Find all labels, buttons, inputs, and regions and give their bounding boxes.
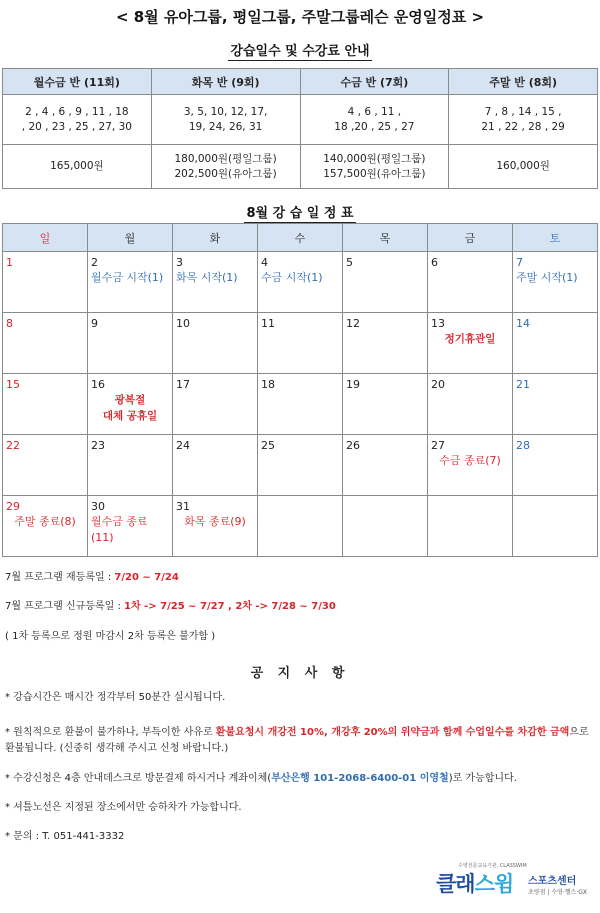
reregistration-date: 7월 프로그램 재등록일 : 7/20 ~ 7/24 — [5, 572, 179, 583]
fee-days-mwf: 2 , 4 , 6 , 9 , 11 , 18 , 20 , 23 , 25 , 27, 30 — [3, 95, 152, 145]
calendar-cell: 26 — [343, 435, 428, 496]
calendar-cell: 3 화목 시작(1) — [173, 252, 258, 313]
calendar-cell: 22 — [3, 435, 88, 496]
calendar-cell: 25 — [258, 435, 343, 496]
calendar-event: 월수금 시작(1) — [91, 271, 164, 284]
calendar-cell: 17 — [173, 374, 258, 435]
fee-header-tt: 화목 반 (9회) — [151, 69, 300, 95]
notice-item: * 강습시간은 매시간 정각부터 50분간 실시됩니다. — [5, 692, 226, 703]
notice-title: 공 지 사 항 — [250, 666, 350, 681]
calendar-cell: 21 — [513, 374, 598, 435]
calendar-cell: 12 — [343, 313, 428, 374]
fee-price-tt: 180,000원(평일그룹) 202,500원(유아그룹) — [151, 145, 300, 189]
fee-table — [2, 68, 598, 189]
page-title: < 8월 유아그룹, 평일그룹, 주말그룹레슨 운영일정표 > — [115, 8, 485, 26]
calendar-event: 월수금 종료(11) — [91, 515, 148, 544]
calendar-cell: 11 — [258, 313, 343, 374]
weekday-header: 토 — [513, 224, 598, 252]
fee-price-weekend: 160,000원 — [449, 145, 598, 189]
calendar-event: 주말 시작(1) — [516, 271, 578, 284]
notice-item-contact: * 문의 : T. 051-441-3332 — [5, 831, 125, 842]
calendar-cell: 19 — [343, 374, 428, 435]
calendar-cell: 16 광복절 대체 공휴일 — [88, 374, 173, 435]
new-registration-date: 7월 프로그램 신규등록일 : 1차 -> 7/25 ~ 7/27 , 2차 -> 7/28 ~ 7/30 — [5, 601, 336, 612]
calendar-cell: 7 주말 시작(1) — [513, 252, 598, 313]
notice-item-payment: * 수강신청은 4층 안내데스크로 방문결제 하시거나 계좌이체(부산은행 101-2068-6400-01 이영철)로 가능합니다. — [5, 773, 517, 784]
fee-price-mwf: 165,000원 — [3, 145, 152, 189]
calendar-event: 대체 공휴일 — [102, 410, 158, 422]
calendar-event: 수금 시작(1) — [261, 271, 323, 284]
notice-item-refund: * 원칙적으로 환불이 불가하나, 부득이한 사유로 환불요청시 개강전 10%, 개강후 20%의 위약금과 함께 수업일수를 차감한 금액으로 환불됩니다. (신중히 생각해 주시고 신청 바랍니다.) — [5, 727, 589, 754]
weekday-header: 월 — [88, 224, 173, 252]
notice-item: * 셔틀노선은 지정된 장소에서만 승하차가 가능합니다. — [5, 802, 242, 813]
calendar-cell: 13 정기휴관일 — [428, 313, 513, 374]
calendar-cell: 29 주말 종료(8) — [3, 496, 88, 557]
calendar-event: 광복절 — [114, 394, 146, 406]
calendar-cell: 23 — [88, 435, 173, 496]
weekday-header: 일 — [3, 224, 88, 252]
calendar-cell: 5 — [343, 252, 428, 313]
fee-header-wf: 수금 반 (7회) — [300, 69, 449, 95]
calendar-title: 8월 강 습 일 정 표 — [246, 206, 354, 221]
calendar-cell — [258, 496, 343, 557]
calendar-cell: 9 — [88, 313, 173, 374]
calendar-cell: 27 수금 종료(7) — [428, 435, 513, 496]
calendar-event: 화목 종료(9) — [184, 515, 246, 528]
calendar-cell: 15 — [3, 374, 88, 435]
fee-price-wf: 140,000원(평일그룹) 157,500원(유아그룹) — [300, 145, 449, 189]
fee-header-weekend: 주말 반 (8회) — [449, 69, 598, 95]
fee-header-mwf: 월수금 반 (11회) — [3, 69, 152, 95]
weekday-header: 수 — [258, 224, 343, 252]
calendar-cell: 8 — [3, 313, 88, 374]
calendar-cell — [343, 496, 428, 557]
fee-section-title: 강습일수 및 수강료 안내 — [230, 44, 370, 59]
calendar-cell: 24 — [173, 435, 258, 496]
calendar-cell — [428, 496, 513, 557]
calendar-table — [2, 223, 598, 557]
calendar-cell: 30 월수금 종료(11) — [88, 496, 173, 557]
calendar-cell: 20 — [428, 374, 513, 435]
registration-note: ( 1차 등록으로 정원 마감시 2차 등록은 불가함 ) — [5, 631, 216, 642]
weekday-header: 화 — [173, 224, 258, 252]
calendar-cell — [513, 496, 598, 557]
fee-days-tt: 3, 5, 10, 12, 17, 19, 24, 26, 31 — [151, 95, 300, 145]
fee-days-weekend: 7 , 8 , 14 , 15 , 21 , 22 , 28 , 29 — [449, 95, 598, 145]
calendar-cell: 10 — [173, 313, 258, 374]
calendar-event: 화목 시작(1) — [176, 271, 238, 284]
calendar-cell: 14 — [513, 313, 598, 374]
calendar-event: 주말 종료(8) — [14, 515, 76, 528]
weekday-header: 목 — [343, 224, 428, 252]
classwim-logo: 수영전문교육기관, CLASSWIM 클래스윔 스포츠센터 초량점 | 수영·헬스·GX — [436, 863, 587, 896]
calendar-cell: 1 — [3, 252, 88, 313]
calendar-event: 수금 종료(7) — [439, 454, 501, 467]
calendar-cell: 31 화목 종료(9) — [173, 496, 258, 557]
calendar-cell: 2 월수금 시작(1) — [88, 252, 173, 313]
calendar-cell: 28 — [513, 435, 598, 496]
calendar-event: 정기휴관일 — [444, 333, 496, 345]
calendar-cell: 18 — [258, 374, 343, 435]
calendar-cell: 6 — [428, 252, 513, 313]
weekday-header: 금 — [428, 224, 513, 252]
calendar-cell: 4 수금 시작(1) — [258, 252, 343, 313]
fee-days-wf: 4 , 6 , 11 , 18 ,20 , 25 , 27 — [300, 95, 449, 145]
